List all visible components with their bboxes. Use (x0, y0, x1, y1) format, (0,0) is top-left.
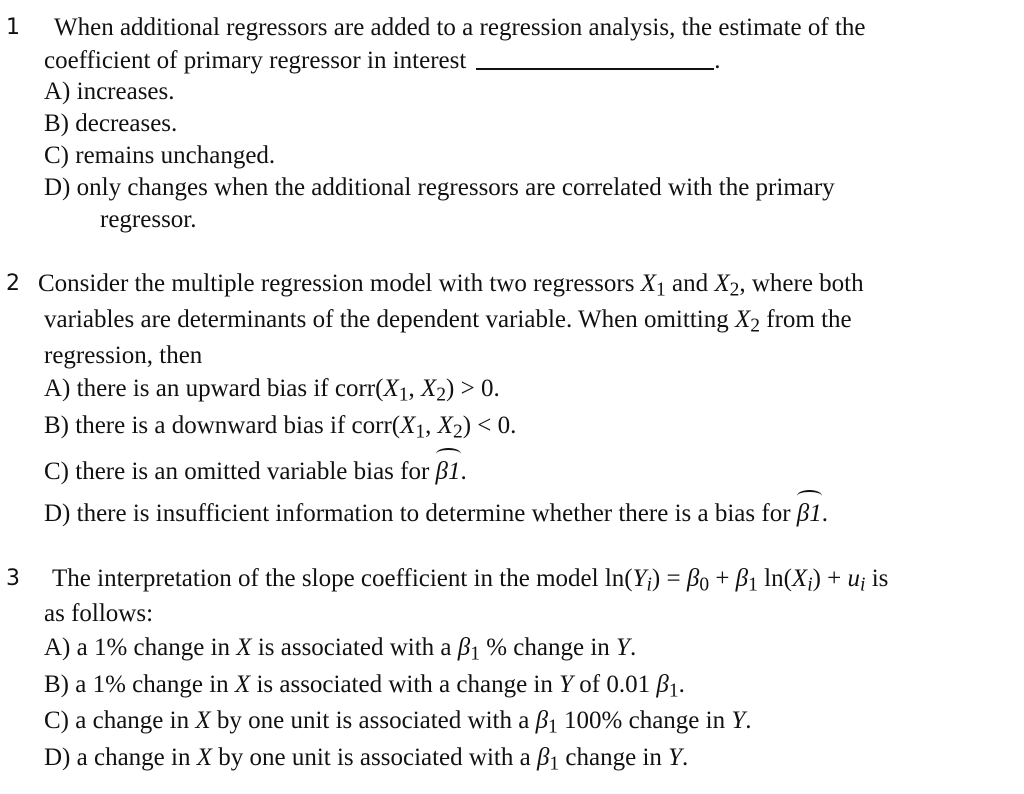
option-text: . (629, 634, 637, 661)
question-stem-line3: regression, then (44, 342, 203, 369)
subscript: 1 (549, 753, 560, 775)
subscript: i (807, 574, 813, 596)
stem-text: is (865, 565, 889, 592)
option-text: B) a 1% change in (44, 671, 235, 698)
var-x: X (791, 565, 808, 592)
option-text: C) a change in (44, 707, 196, 734)
subscript: 2 (452, 421, 463, 443)
question-stem (52, 563, 1012, 595)
var-x: X (640, 270, 656, 297)
option-text: A) a 1% change in (44, 634, 237, 661)
option-a[interactable] (44, 373, 1004, 405)
var-y: Y (616, 634, 630, 661)
question-stem-line2 (44, 44, 1004, 77)
option-text: 100% change in (557, 707, 732, 734)
option-text: A) there is an upward bias if corr( (44, 375, 384, 402)
option-d[interactable] (44, 742, 1004, 774)
subscript: 1 (668, 680, 679, 702)
stem-text: and (665, 270, 715, 297)
option-text: , (425, 412, 438, 439)
question-stem-line2 (44, 304, 1004, 336)
stem-text: The interpretation of the slope coefficient in the model ln( (52, 565, 633, 592)
question-number: 3 (6, 566, 20, 591)
subscript: 1 (415, 421, 426, 443)
var-x: X (714, 270, 730, 297)
stem-text: ) = (651, 565, 687, 592)
option-c[interactable]: C) remains unchanged. (44, 142, 276, 169)
stem-line: coefficient of primary regressor in interest (44, 47, 467, 74)
option-text: C) there is an omitted variable bias for (44, 458, 436, 485)
stem-text: Consider the multiple regression model with two regressors (38, 270, 641, 297)
option-d[interactable] (44, 172, 1004, 236)
option-text: is associated with a change in (250, 671, 560, 698)
option-text: is associated with a (251, 634, 458, 661)
subscript: i (860, 574, 866, 596)
var-x: X (420, 375, 437, 402)
option-text: by one unit is associated with a (210, 707, 536, 734)
answer-blank[interactable] (476, 44, 714, 70)
option-text: of 0.01 (573, 671, 657, 698)
option-text-cont: regressor. (100, 206, 197, 233)
subscript: 2 (750, 315, 760, 337)
subscript: 1 (548, 716, 558, 738)
stem-text: variables are determinants of the dependent variable. When omitting (44, 306, 735, 333)
var-x: X (400, 412, 416, 439)
option-text: % change in (479, 634, 617, 661)
option-c[interactable] (44, 705, 1004, 737)
subscript: 1 (655, 279, 666, 301)
stem-text: ln( (757, 565, 792, 592)
option-b[interactable] (44, 669, 1004, 701)
beta: β (535, 707, 549, 734)
option-text: . (460, 458, 467, 485)
var-y: Y (668, 744, 683, 771)
var-x: X (437, 412, 453, 439)
option-d[interactable] (44, 494, 1004, 530)
var-y: Y (731, 707, 746, 734)
option-b[interactable]: B) decreases. (44, 110, 178, 137)
question-number: 2 (6, 271, 20, 296)
stem-text: ) + (812, 565, 848, 592)
option-b[interactable] (44, 410, 1004, 442)
beta: β (536, 744, 550, 771)
option-text: . (821, 500, 828, 527)
var-x: X (734, 306, 751, 333)
var-x: X (383, 375, 399, 402)
option-text: ) < 0. (462, 412, 517, 439)
question-stem (38, 268, 998, 300)
beta-hat: β1 (797, 494, 822, 530)
subscript: 0 (699, 574, 710, 596)
var-x: X (236, 634, 252, 661)
option-text: , (408, 375, 421, 402)
beta: β (656, 671, 669, 698)
option-text: ) > 0. (446, 375, 500, 402)
subscript: 1 (748, 574, 758, 596)
option-text: D) only changes when the additional regressors are correlated with the primary (44, 174, 835, 201)
option-text: B) there is a downward bias if corr( (44, 412, 401, 439)
option-text: . (682, 744, 689, 771)
question-number: 1 (6, 15, 20, 40)
stem-line: When additional regressors are added to a regression analysis, the estimate of the (54, 14, 866, 41)
stem-text: from the (760, 306, 852, 333)
option-text: change in (559, 744, 669, 771)
option-text: D) there is insufficient information to determine whether there is a bias for (44, 500, 797, 527)
option-text: by one unit is associated with a (212, 744, 537, 771)
option-a[interactable] (44, 632, 1004, 664)
var-x: X (234, 671, 251, 698)
stem-text: + (709, 565, 736, 592)
beta: β (457, 634, 471, 661)
beta: β (686, 565, 700, 592)
var-x: X (196, 744, 212, 771)
var-x: X (195, 707, 211, 734)
option-a[interactable]: A) increases. (44, 78, 175, 105)
var-y: Y (559, 671, 574, 698)
stem-end: . (714, 47, 721, 74)
option-text: . (678, 671, 685, 698)
option-text: D) a change in (44, 744, 197, 771)
beta: β (735, 565, 749, 592)
stem-text: , where both (739, 270, 864, 297)
option-c[interactable] (44, 452, 1004, 488)
subscript: i (646, 574, 652, 596)
subscript: 1 (398, 384, 409, 406)
var-u: u (847, 565, 861, 592)
subscript: 2 (436, 384, 447, 406)
subscript: 1 (470, 643, 480, 665)
var-y: Y (632, 565, 647, 592)
question-stem-line2: as follows: (44, 600, 154, 627)
option-text: . (745, 707, 752, 734)
question-stem (54, 12, 1014, 44)
beta-hat: β1 (436, 452, 461, 488)
subscript: 2 (729, 279, 740, 301)
